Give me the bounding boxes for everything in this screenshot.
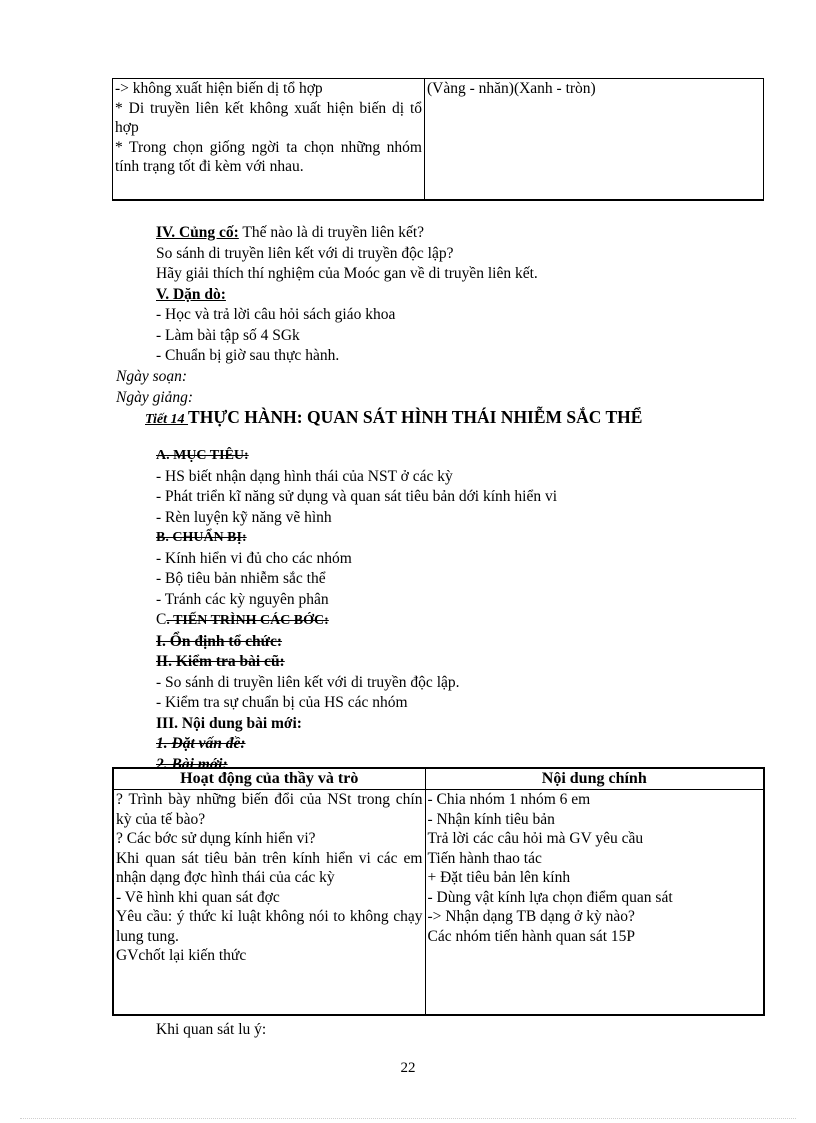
problem-statement-heading: 1. Đặt vấn đề: bbox=[156, 735, 246, 752]
preparation-item: - Kính hiển vi đủ cho các nhóm bbox=[156, 549, 352, 567]
preparation-item: - Tránh các kỳ nguyên phân bbox=[156, 590, 329, 608]
closing-note: Khi quan sát lu ý: bbox=[156, 1021, 267, 1038]
header-teacher-student-activities: Hoạt động của thầy và trò bbox=[113, 768, 425, 790]
activity-left-line: Khi quan sát tiêu bản trên kính hiển vi các em nhận dạng đợc hình thái của các kỳ bbox=[116, 849, 423, 886]
preparation-date-label: Ngày soạn: bbox=[116, 368, 188, 385]
date-section bbox=[116, 367, 193, 408]
check-item: - Kiểm tra sự chuẩn bị của HS các nhóm bbox=[156, 694, 408, 711]
activity-left-line: GVchốt lại kiến thức bbox=[116, 947, 247, 964]
activity-right-line: - Chia nhóm 1 nhóm 6 em bbox=[427, 791, 591, 808]
top-table-right-cell bbox=[425, 79, 764, 201]
old-lesson-check-heading: II. Kiểm tra bài cũ: bbox=[156, 653, 285, 670]
header-main-content: Nội dung chính bbox=[425, 768, 764, 790]
objective-item: - HS biết nhận dạng hình thái của NST ở các kỳ bbox=[156, 467, 453, 485]
homework-item: - Chuẩn bị giờ sau thực hành. bbox=[156, 347, 340, 364]
activity-table-header bbox=[113, 768, 764, 790]
activity-right-line: Trả lời các câu hỏi mà GV yêu cầu bbox=[427, 830, 644, 847]
review-section bbox=[156, 223, 538, 367]
activity-table-row bbox=[113, 790, 764, 1016]
top-left-line: -> không xuất hiện biến dị tổ hợp bbox=[115, 80, 323, 97]
new-lesson-subheading: 2. Bài mới: bbox=[156, 755, 228, 773]
page-number: 22 bbox=[400, 1060, 416, 1076]
objectives-heading: A. MỤC TIÊU: bbox=[156, 448, 249, 463]
activity-table bbox=[112, 767, 765, 1016]
top-table-left-cell bbox=[113, 79, 425, 201]
preparation-heading: B. CHUẨN BỊ: bbox=[156, 530, 247, 545]
process-heading: . TIẾN TRÌNH CÁC BỚC: bbox=[166, 613, 329, 628]
activity-right-line: - Nhận kính tiêu bản bbox=[427, 810, 555, 828]
activity-right-line: - Dùng vật kính lựa chọn điểm quan sát bbox=[427, 888, 673, 906]
review-question: Thế nào là di truyền liên kết? bbox=[238, 224, 425, 241]
lesson-number: Tiết 14 bbox=[145, 412, 189, 427]
lesson-body bbox=[156, 446, 557, 775]
top-left-line: * Di truyền liên kết không xuất hiện biến dị tổ hợp bbox=[115, 99, 422, 136]
activity-right-line: Các nhóm tiến hành quan sát 15P bbox=[427, 927, 635, 945]
objective-item: - Rèn luyện kỹ năng vẽ hình bbox=[156, 508, 332, 526]
preparation-item: - Bộ tiêu bản nhiễm sắc thể bbox=[156, 570, 326, 587]
page-bottom-divider bbox=[20, 1118, 796, 1119]
review-heading: IV. Củng cố: bbox=[156, 224, 239, 241]
activity-left-line: ? Trình bày những biến đổi của NSt trong chín kỳ của tế bào? bbox=[116, 791, 423, 828]
top-left-line: * Trong chọn giống ngời ta chọn những nhóm tính trạng tốt đi kèm với nhau. bbox=[115, 138, 422, 175]
activity-right-cell bbox=[425, 790, 764, 1016]
review-question: So sánh di truyền liên kết với di truyền độc lập? bbox=[156, 244, 454, 262]
activity-left-line: Yêu cầu: ý thức kỉ luật không nói to không chạy lung tung. bbox=[116, 908, 423, 945]
activity-right-line: -> Nhận dạng TB dạng ở kỳ nào? bbox=[427, 908, 635, 925]
top-right-text: (Vàng - nhăn)(Xanh - tròn) bbox=[427, 80, 596, 97]
review-question: Hãy giải thích thí nghiệm của Moóc gan về di truyền liên kết. bbox=[156, 265, 538, 282]
activity-left-cell bbox=[113, 790, 425, 1016]
organization-heading: I. Ổn định tổ chức: bbox=[156, 632, 283, 650]
activity-right-line: Tiến hành thao tác bbox=[427, 849, 542, 867]
check-item: - So sánh di truyền liên kết với di truyền độc lập. bbox=[156, 673, 460, 691]
activity-left-line: ? Các bớc sử dụng kính hiển vi? bbox=[116, 830, 316, 847]
teaching-date-label: Ngày giảng: bbox=[116, 388, 194, 406]
homework-item: - Làm bài tập số 4 SGk bbox=[156, 326, 300, 344]
activity-right-line: + Đặt tiêu bản lên kính bbox=[427, 869, 571, 886]
process-prefix: C bbox=[156, 611, 167, 628]
top-table bbox=[112, 78, 764, 201]
new-lesson-heading: III. Nội dung bài mới: bbox=[156, 714, 302, 732]
lesson-title: THỰC HÀNH: QUAN SÁT HÌNH THÁI NHIỄM SẮC THỂ bbox=[188, 407, 643, 427]
homework-item: - Học và trả lời câu hỏi sách giáo khoa bbox=[156, 306, 396, 323]
top-table-row bbox=[113, 79, 764, 201]
homework-heading: V. Dặn dò: bbox=[156, 285, 226, 303]
activity-left-line: - Vẽ hình khi quan sát đợc bbox=[116, 888, 280, 906]
lesson-heading bbox=[145, 407, 642, 428]
objective-item: - Phát triển kĩ năng sử dụng và quan sát tiêu bản dới kính hiển vi bbox=[156, 488, 558, 505]
